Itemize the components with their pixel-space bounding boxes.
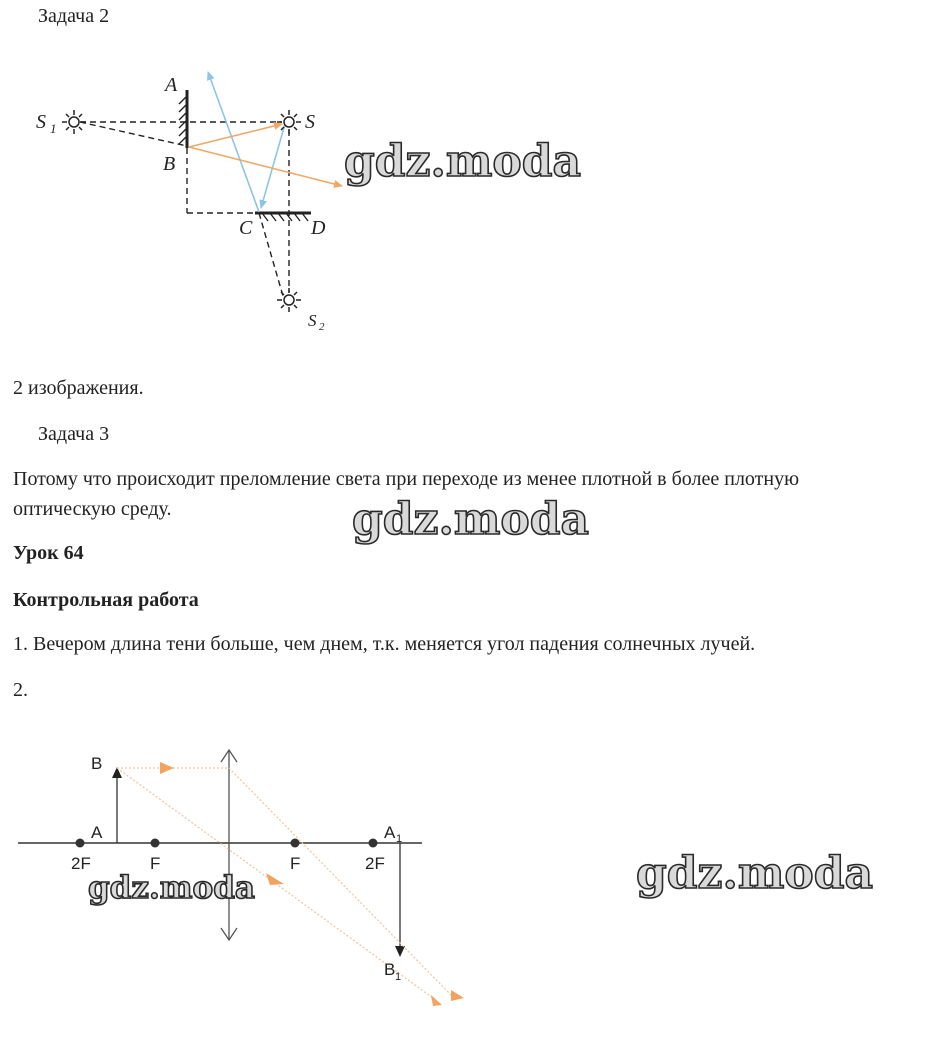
label-s2: S [308,311,317,330]
watermark-logo: gdz.moda [88,870,255,906]
label-s1: S [36,111,46,133]
watermark-logo: gdz.moda [344,136,582,187]
watermark-logo: gdz.moda [636,848,874,899]
label-2f-left: 2F [71,854,91,873]
task3-text-line1: Потому что происходит преломление света при переходе из менее плотной в более плотную [13,468,800,490]
label-f-right: F [290,854,301,873]
label-a: A [91,823,103,842]
task3-heading: Задача 3 [38,423,110,445]
item-1-text: 1. Вечером длина тени больше, чем днем, т.к. меняется угол падения солнечных лучей. [13,633,756,655]
label-d: D [311,217,326,239]
label-b: B [91,754,103,773]
watermark-logo: gdz.moda [352,494,590,545]
task3-text-line2: оптическую среду. [13,498,172,520]
task2-answer: 2 изображения. [13,377,144,399]
task2-heading: Задача 2 [38,5,110,27]
label-s2-subscript: 2 [319,321,325,333]
label-b: B [163,153,176,175]
control-work-heading: Контрольная работа [13,589,199,611]
label-a1-subscript: 1 [396,833,403,845]
label-s1-subscript: 1 [50,121,57,136]
image-arrow-head [395,946,405,957]
label-c: C [239,217,253,239]
label-f-left: F [150,854,161,873]
label-b1: B [384,960,396,979]
label-b1-subscript: 1 [395,971,402,983]
label-2f-right: 2F [365,854,385,873]
label-a1: A [384,823,396,842]
item-2-number: 2. [13,679,28,701]
label-a: A [165,74,178,96]
lens [221,750,237,940]
label-s: S [305,111,315,133]
lesson-heading: Урок 64 [13,542,84,564]
